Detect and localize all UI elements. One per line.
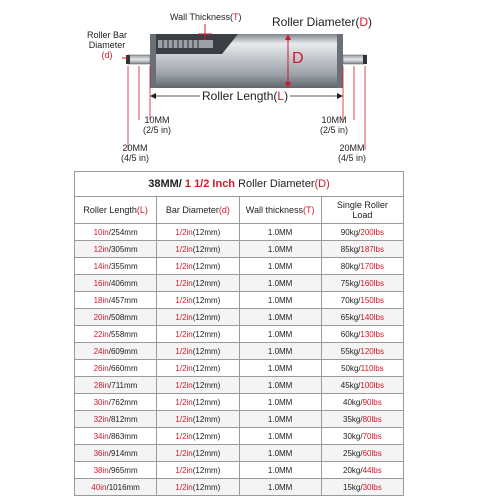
cell-load: 35kg/80lbs xyxy=(321,411,403,428)
cell-bar-diameter: 1/2in(12mm) xyxy=(157,292,239,309)
cell-load: 30kg/70lbs xyxy=(321,428,403,445)
roller-diagram xyxy=(0,0,480,168)
header-roller-length: Roller Length(L) xyxy=(75,197,157,224)
cell-load: 50kg/110lbs xyxy=(321,360,403,377)
cell-load: 90kg/200lbs xyxy=(321,224,403,241)
table-title: 38MM/ 1 1/2 Inch Roller Diameter(D) xyxy=(75,172,404,197)
table-row xyxy=(75,258,404,275)
cell-roller-length: 16in/406mm xyxy=(75,275,157,292)
cell-load: 45kg/100lbs xyxy=(321,377,403,394)
right-10mm-label: 10MM (2/5 in) xyxy=(320,115,349,135)
table-row xyxy=(75,377,404,394)
cell-bar-diameter: 1/2in(12mm) xyxy=(157,479,239,496)
cell-roller-length: 14in/355mm xyxy=(75,258,157,275)
cell-load: 40kg/90lbs xyxy=(321,394,403,411)
table-row xyxy=(75,224,404,241)
cell-bar-diameter: 1/2in(12mm) xyxy=(157,411,239,428)
cell-load: 55kg/120lbs xyxy=(321,343,403,360)
table-row xyxy=(75,479,404,496)
cell-bar-diameter: 1/2in(12mm) xyxy=(157,309,239,326)
cell-roller-length: 26in/660mm xyxy=(75,360,157,377)
cell-load: 20kg/44lbs xyxy=(321,462,403,479)
cell-wall-thickness: 1.0MM xyxy=(239,241,321,258)
cell-wall-thickness: 1.0MM xyxy=(239,445,321,462)
cell-load: 80kg/170lbs xyxy=(321,258,403,275)
wall-thickness-label: Wall Thickness(T) xyxy=(170,12,242,22)
roller-drawing xyxy=(0,0,480,168)
right-20mm-label: 20MM (4/5 in) xyxy=(338,143,367,163)
cell-wall-thickness: 1.0MM xyxy=(239,428,321,445)
cell-roller-length: 30in/762mm xyxy=(75,394,157,411)
cell-roller-length: 12in/305mm xyxy=(75,241,157,258)
cell-wall-thickness: 1.0MM xyxy=(239,360,321,377)
cell-roller-length: 22in/558mm xyxy=(75,326,157,343)
cell-roller-length: 36in/914mm xyxy=(75,445,157,462)
table-title-row xyxy=(75,172,404,197)
cell-wall-thickness: 1.0MM xyxy=(239,309,321,326)
cell-roller-length: 34in/863mm xyxy=(75,428,157,445)
table-row xyxy=(75,292,404,309)
cell-load: 15kg/30lbs xyxy=(321,479,403,496)
spec-table xyxy=(74,171,404,496)
table-row xyxy=(75,462,404,479)
left-10mm-label: 10MM (2/5 in) xyxy=(143,115,172,135)
table-row xyxy=(75,326,404,343)
cell-wall-thickness: 1.0MM xyxy=(239,411,321,428)
cell-wall-thickness: 1.0MM xyxy=(239,462,321,479)
cell-roller-length: 18in/457mm xyxy=(75,292,157,309)
cell-load: 70kg/150lbs xyxy=(321,292,403,309)
table-row xyxy=(75,343,404,360)
header-single-roller-load: Single Roller Load xyxy=(321,197,403,224)
cell-roller-length: 10in/254mm xyxy=(75,224,157,241)
header-wall-thickness: Wall thickness(T) xyxy=(239,197,321,224)
cell-bar-diameter: 1/2in(12mm) xyxy=(157,360,239,377)
cell-bar-diameter: 1/2in(12mm) xyxy=(157,326,239,343)
cell-bar-diameter: 1/2in(12mm) xyxy=(157,224,239,241)
table-row xyxy=(75,428,404,445)
cell-bar-diameter: 1/2in(12mm) xyxy=(157,275,239,292)
cell-bar-diameter: 1/2in(12mm) xyxy=(157,377,239,394)
cell-roller-length: 24in/609mm xyxy=(75,343,157,360)
roller-diameter-label: Roller Diameter(D) xyxy=(272,15,373,29)
table-row xyxy=(75,241,404,258)
cell-roller-length: 38in/965mm xyxy=(75,462,157,479)
cell-roller-length: 40in/1016mm xyxy=(75,479,157,496)
cell-bar-diameter: 1/2in(12mm) xyxy=(157,343,239,360)
cell-wall-thickness: 1.0MM xyxy=(239,224,321,241)
cell-bar-diameter: 1/2in(12mm) xyxy=(157,445,239,462)
table-row xyxy=(75,309,404,326)
table-row xyxy=(75,445,404,462)
roller-length-label: Roller Length(L) xyxy=(202,89,289,103)
cell-roller-length: 28in/711mm xyxy=(75,377,157,394)
cell-wall-thickness: 1.0MM xyxy=(239,479,321,496)
cell-wall-thickness: 1.0MM xyxy=(239,343,321,360)
cell-wall-thickness: 1.0MM xyxy=(239,275,321,292)
cell-load: 25kg/60lbs xyxy=(321,445,403,462)
axle-right xyxy=(343,55,365,64)
cell-wall-thickness: 1.0MM xyxy=(239,258,321,275)
table-header-row xyxy=(75,197,404,224)
cell-wall-thickness: 1.0MM xyxy=(239,377,321,394)
diameter-marker: D xyxy=(292,50,304,67)
cell-bar-diameter: 1/2in(12mm) xyxy=(157,462,239,479)
cell-wall-thickness: 1.0MM xyxy=(239,326,321,343)
table-body xyxy=(75,224,404,496)
table-row xyxy=(75,275,404,292)
cell-wall-thickness: 1.0MM xyxy=(239,292,321,309)
bar-diameter-label: Roller Bar Diameter (d) xyxy=(87,30,128,60)
table-row xyxy=(75,360,404,377)
cell-bar-diameter: 1/2in(12mm) xyxy=(157,241,239,258)
cell-roller-length: 32in/812mm xyxy=(75,411,157,428)
cell-load: 85kg/187lbs xyxy=(321,241,403,258)
cell-roller-length: 20in/508mm xyxy=(75,309,157,326)
table-row xyxy=(75,411,404,428)
cell-load: 75kg/160lbs xyxy=(321,275,403,292)
cell-bar-diameter: 1/2in(12mm) xyxy=(157,428,239,445)
cell-bar-diameter: 1/2in(12mm) xyxy=(157,258,239,275)
axle-left xyxy=(128,55,150,64)
cell-load: 60kg/130lbs xyxy=(321,326,403,343)
left-20mm-label: 20MM (4/5 in) xyxy=(121,143,150,163)
cell-wall-thickness: 1.0MM xyxy=(239,394,321,411)
cell-load: 65kg/140lbs xyxy=(321,309,403,326)
table-row xyxy=(75,394,404,411)
header-bar-diameter: Bar Diameter(d) xyxy=(157,197,239,224)
cell-bar-diameter: 1/2in(12mm) xyxy=(157,394,239,411)
